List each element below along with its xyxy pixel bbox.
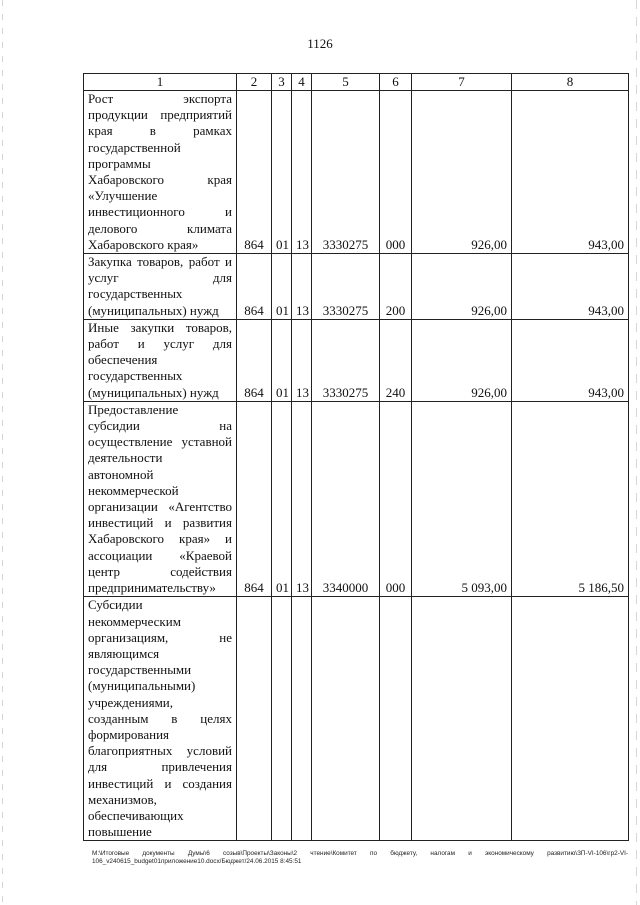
subsection-code-cell: 13 [292, 254, 312, 320]
item-name-line: государственных [88, 286, 183, 302]
subsection-code-cell: 13 [292, 91, 312, 254]
item-name-line: инвестиций и развития [88, 515, 232, 531]
item-name-line: Хабаровского края» [88, 236, 199, 252]
section-code-cell: 01 [272, 91, 292, 254]
header-cell: 2 [237, 74, 272, 91]
table-row [84, 254, 629, 320]
target-item-code-cell: 3330275 [312, 91, 380, 254]
item-name-line: Рост экспорта [88, 91, 232, 106]
item-name-line: созданным в целях [88, 710, 232, 726]
amount-year-1-cell: 926,00 [412, 91, 512, 254]
item-name-line: инвестиционного и [88, 204, 232, 220]
section-code-cell: 01 [272, 254, 292, 320]
target-item-code-cell: 3340000 [312, 401, 380, 596]
item-name-line: государственных [88, 368, 183, 384]
amount-year-2-cell: 943,00 [512, 254, 629, 320]
budget-table [83, 73, 629, 841]
department-code-cell: 864 [237, 319, 272, 401]
amount-year-2-cell: 943,00 [512, 91, 629, 254]
header-cell: 5 [312, 74, 380, 91]
item-name-line: организации «Агентство [88, 499, 232, 515]
item-name-cell [84, 91, 237, 254]
item-name-line: (муниципальных) нужд [88, 384, 219, 400]
item-name-line: «Улучшение [88, 188, 158, 204]
header-cell: 6 [380, 74, 412, 91]
section-code-cell: 01 [272, 401, 292, 596]
item-name-line: организациям, не [88, 629, 232, 645]
item-name-line: Закупка товаров, работ и [88, 254, 232, 270]
target-item-code-cell: 3330275 [312, 319, 380, 401]
item-name-line: инвестиций и создания [88, 775, 232, 791]
expense-type-code-cell: 000 [380, 91, 412, 254]
header-cell: 1 [84, 74, 237, 91]
item-name-cell [84, 597, 237, 841]
item-name-line: благоприятных условий [88, 743, 232, 759]
item-name-line: обеспечивающих [88, 807, 184, 823]
item-name-line: Иные закупки товаров, [88, 319, 232, 335]
item-name-line: центр содействия [88, 563, 232, 579]
item-name-line: являющимся [88, 645, 160, 661]
amount-year-2-cell: 5 186,50 [512, 401, 629, 596]
page-number: 1126 [307, 36, 333, 51]
item-name-line: повышение [88, 824, 152, 840]
expense-type-code-cell: 000 [380, 401, 412, 596]
footer-line-2: 106_v240615_budget01приложение10.docx/Бюджет/24.06.2015 8:45:51 [92, 858, 302, 865]
table-header-row [84, 74, 629, 91]
item-name-line: для привлечения [88, 759, 232, 775]
amount-year-1-cell: 926,00 [412, 254, 512, 320]
table-row [84, 597, 629, 841]
item-name-line: некоммерческой [88, 482, 179, 498]
item-name-line: (муниципальными) [88, 678, 196, 694]
subsection-code-cell: 13 [292, 319, 312, 401]
department-code-cell: 864 [237, 254, 272, 320]
expense-type-code-cell: 200 [380, 254, 412, 320]
section-code-cell [272, 597, 292, 841]
header-cell: 8 [512, 74, 629, 91]
item-name-line: работ и услуг для [88, 336, 232, 352]
header-cell: 3 [272, 74, 292, 91]
item-name-line: формирования [88, 726, 170, 742]
item-name-line: некоммерческим [88, 613, 181, 629]
item-name-line: ассоциации «Краевой [88, 547, 232, 563]
item-name-line: Хабаровского края» и [88, 531, 232, 547]
item-name-line: Хабаровского края [88, 172, 232, 188]
item-name-line: государственной [88, 139, 181, 155]
table-row [84, 319, 629, 401]
item-name-line: обеспечения [88, 352, 158, 368]
item-name-line: предпринимательству» [88, 580, 216, 596]
department-code-cell: 864 [237, 91, 272, 254]
item-name-line: автономной [88, 466, 154, 482]
target-item-code-cell: 3330275 [312, 254, 380, 320]
document-path-footer [92, 850, 628, 866]
table-row [84, 91, 629, 254]
amount-year-1-cell: 926,00 [412, 319, 512, 401]
item-name-line: края в рамках [88, 123, 232, 139]
table-row [84, 401, 629, 596]
item-name-cell [84, 254, 237, 320]
item-name-line: Предоставление [88, 401, 179, 417]
item-name-line: продукции предприятий [88, 107, 232, 123]
item-name-cell [84, 401, 237, 596]
scan-edge-right [636, 0, 637, 905]
header-cell: 4 [292, 74, 312, 91]
expense-type-code-cell [380, 597, 412, 841]
department-code-cell [237, 597, 272, 841]
item-name-line: механизмов, [88, 791, 157, 807]
subsection-code-cell [292, 597, 312, 841]
item-name-cell [84, 319, 237, 401]
footer-line-1: М:\Итоговые документы Думы\6 созыв\Проекты\Законы\2 чтение\Комитет по бюджету, налогам и экономическому развитию\ЗП-VI-106\гр2-VI- [92, 850, 628, 857]
item-name-line: деятельности [88, 450, 163, 466]
item-name-line: государственными [88, 662, 192, 678]
section-code-cell: 01 [272, 319, 292, 401]
table-body [84, 91, 629, 841]
item-name-line: учреждениями, [88, 694, 174, 710]
item-name-line: субсидии на [88, 418, 232, 434]
amount-year-1-cell: 5 093,00 [412, 401, 512, 596]
item-name-line: Субсидии [88, 597, 143, 613]
header-cell: 7 [412, 74, 512, 91]
expense-type-code-cell: 240 [380, 319, 412, 401]
target-item-code-cell [312, 597, 380, 841]
item-name-line: (муниципальных) нужд [88, 302, 219, 318]
item-name-line: делового климата [88, 220, 232, 236]
item-name-line: осуществление уставной [88, 434, 232, 450]
amount-year-1-cell [412, 597, 512, 841]
scan-edge-left [2, 0, 3, 905]
item-name-line: программы [88, 155, 151, 171]
department-code-cell: 864 [237, 401, 272, 596]
amount-year-2-cell: 943,00 [512, 319, 629, 401]
amount-year-2-cell [512, 597, 629, 841]
item-name-line: услуг для [88, 270, 232, 286]
subsection-code-cell: 13 [292, 401, 312, 596]
